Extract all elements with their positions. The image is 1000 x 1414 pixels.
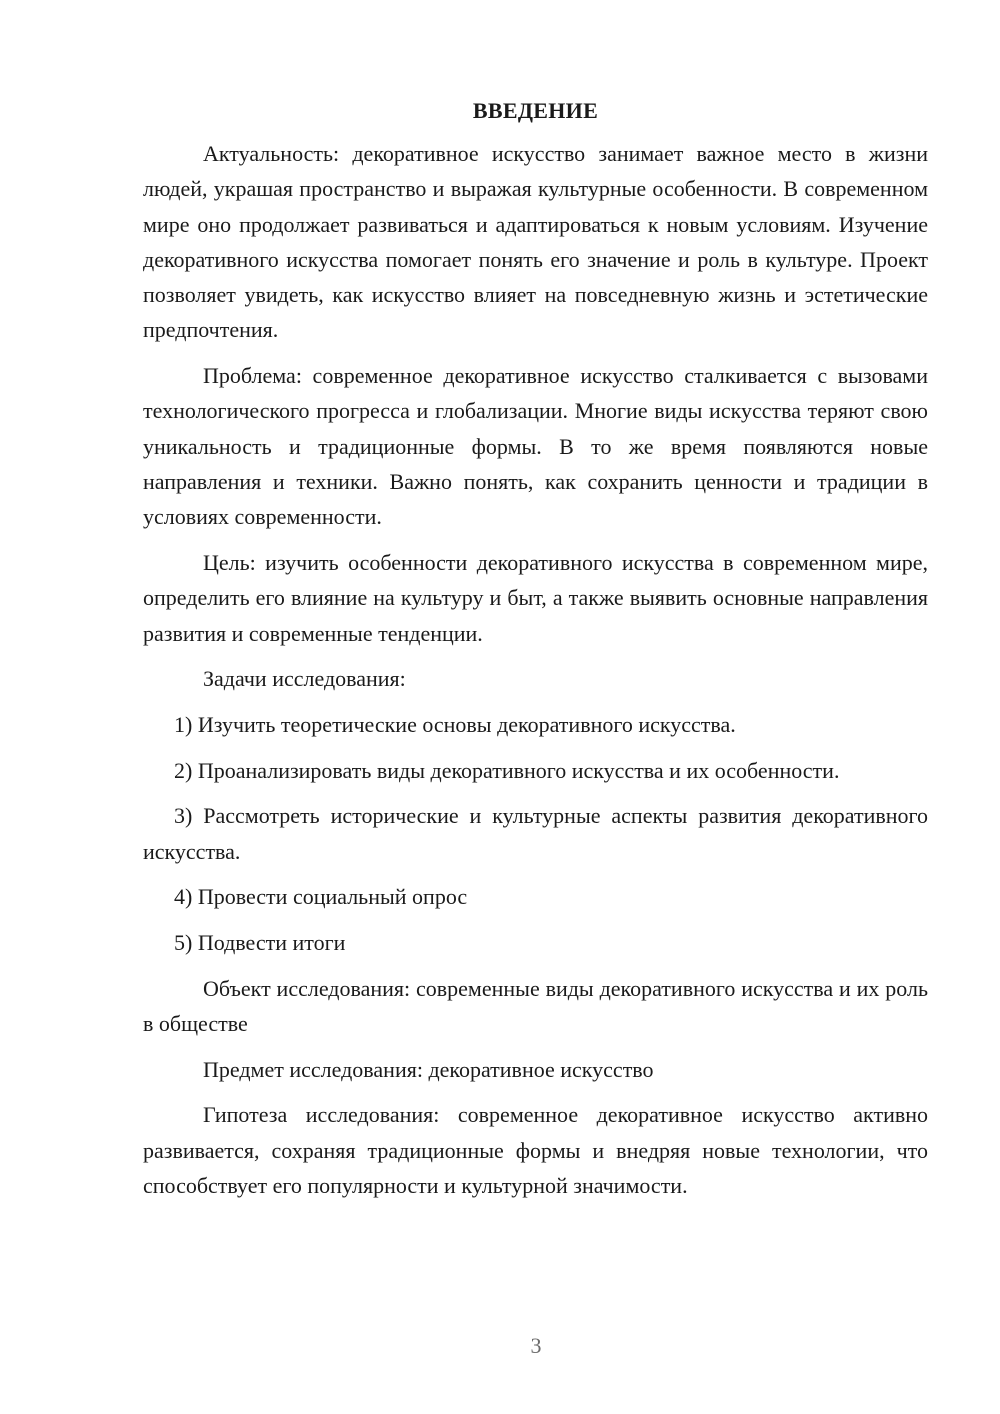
page-number: 3 (530, 1333, 542, 1358)
task-item-2: 2) Проанализировать виды декоративного искусства и их особенности. (174, 757, 840, 783)
document-page (143, 96, 928, 1214)
task-item-5: 5) Подвести итоги (174, 930, 346, 956)
subject-paragraph: Предмет исследования: декоративное искусство (203, 1056, 654, 1082)
relevance-paragraph: Актуальность: декоративное искусство занимает важное место в жизни людей, украшая пространство и выражая культурные особенности. В современном мире оно продолжает развиваться и адаптироваться к новым условиям. Изучение декоративного искусства помогает понять его значение и роль в культуре. Проект позволяет увидеть, как искусство влияет на повседневную жизнь и эстетические предпочтения. (143, 141, 928, 343)
task-item-3: 3) Рассмотреть исторические и культурные аспекты развития декоративного искусства. (143, 803, 928, 864)
goal-paragraph: Цель: изучить особенности декоративного искусства в современном мире, определить его влияние на культуру и быт, а также выявить основные направления развития и современные тенденции. (143, 550, 928, 646)
hypothesis-paragraph: Гипотеза исследования: современное декоративное искусство активно развивается, сохраняя традиционные формы и внедряя новые технологии, что способствует его популярности и культурной значимости. (143, 1102, 928, 1199)
object-paragraph: Объект исследования: современные виды декоративного искусства и их роль в обществе (143, 975, 928, 1037)
task-item-4: 4) Провести социальный опрос (174, 884, 468, 910)
problem-paragraph: Проблема: современное декоративное искусство сталкивается с вызовами технологического прогресса и глобализации. Многие виды искусства теряют свою уникальность и традиционные формы. В то же время появляются новые направления и техники. Важно понять, как сохранить ценности и традиции в условиях современности. (143, 363, 928, 530)
task-item-1: 1) Изучить теоретические основы декоративного искусства. (174, 712, 736, 738)
tasks-heading: Задачи исследования: (203, 666, 406, 692)
page-title: ВВЕДЕНИЕ (472, 98, 599, 123)
